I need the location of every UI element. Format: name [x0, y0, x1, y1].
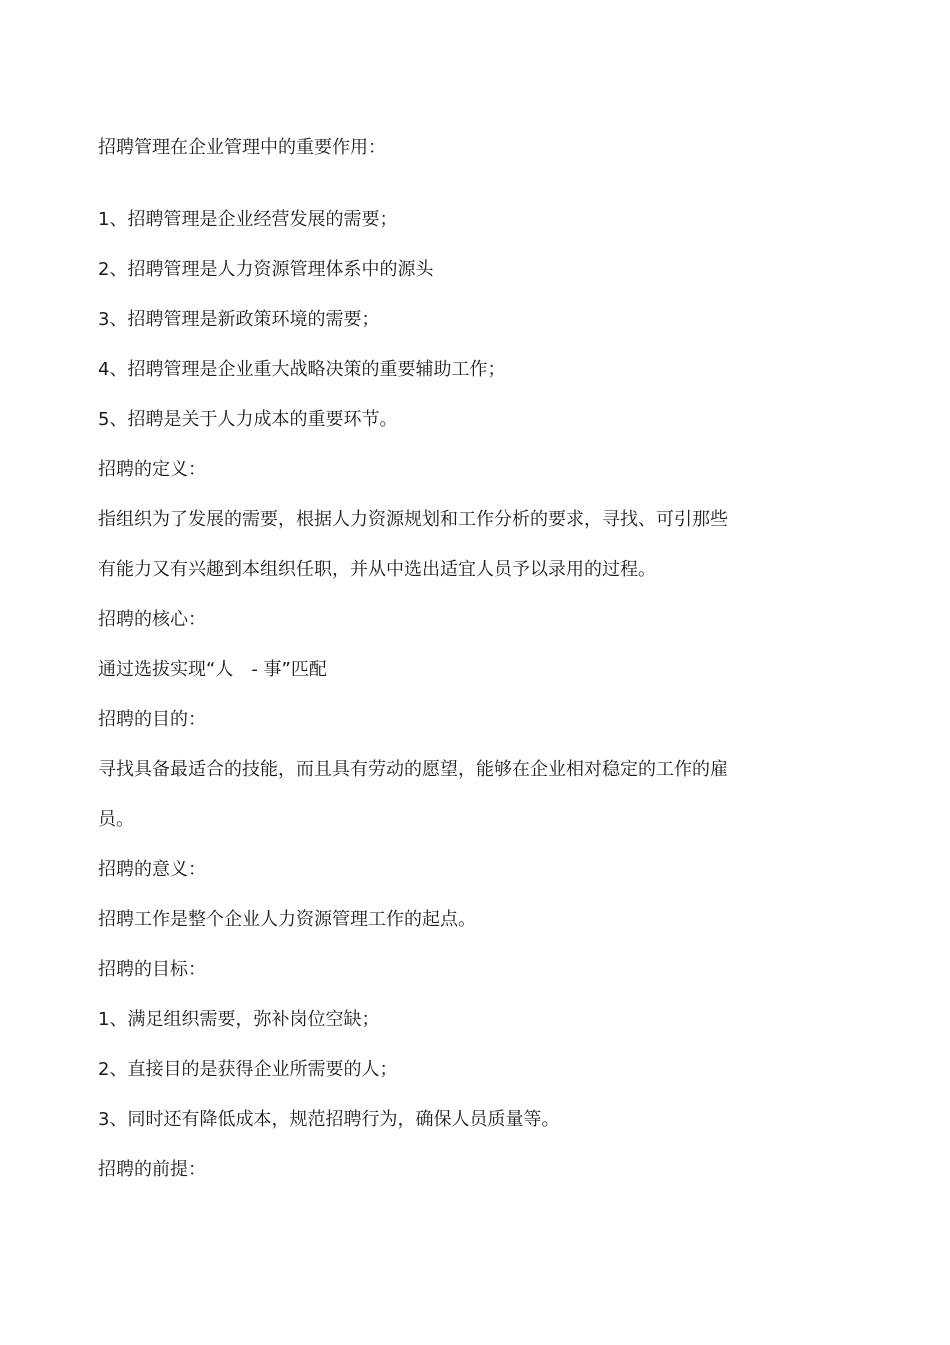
section-heading-purpose: 招聘的目的： — [98, 709, 206, 730]
paragraph-line: 寻找具备最适合的技能，而且具有劳动的愿望，能够在企业相对稳定的工作的雇 — [98, 759, 728, 780]
list-item: 3、同时还有降低成本，规范招聘行为，确保人员质量等。 — [98, 1109, 560, 1130]
section-heading-premise: 招聘的前提： — [98, 1159, 206, 1180]
paragraph-line: 有能力又有兴趣到本组织任职，并从中选出适宜人员予以录用的过程。 — [98, 559, 656, 580]
list-item: 2、招聘管理是人力资源管理体系中的源头 — [98, 259, 434, 280]
list-item: 4、招聘管理是企业重大战略决策的重要辅助工作； — [98, 359, 506, 380]
paragraph-line: 指组织为了发展的需要，根据人力资源规划和工作分析的要求，寻找、可引那些 — [98, 509, 728, 530]
paragraph-line: 招聘工作是整个企业人力资源管理工作的起点。 — [98, 909, 476, 930]
list-item: 1、招聘管理是企业经营发展的需要； — [98, 209, 398, 230]
list-item: 2、直接目的是获得企业所需要的人； — [98, 1059, 398, 1080]
section-heading-importance: 招聘管理在企业管理中的重要作用： — [98, 137, 386, 158]
section-heading-core: 招聘的核心： — [98, 609, 206, 630]
section-heading-goals: 招聘的目标： — [98, 959, 206, 980]
section-heading-significance: 招聘的意义： — [98, 859, 206, 880]
list-item: 5、招聘是关于人力成本的重要环节。 — [98, 409, 398, 430]
list-item: 1、满足组织需要，弥补岗位空缺； — [98, 1009, 380, 1030]
paragraph-line: 员。 — [98, 809, 134, 830]
list-item: 3、招聘管理是新政策环境的需要； — [98, 309, 380, 330]
paragraph-line: 通过选拔实现“人 - 事”匹配 — [98, 659, 327, 680]
section-heading-definition: 招聘的定义： — [98, 459, 206, 480]
